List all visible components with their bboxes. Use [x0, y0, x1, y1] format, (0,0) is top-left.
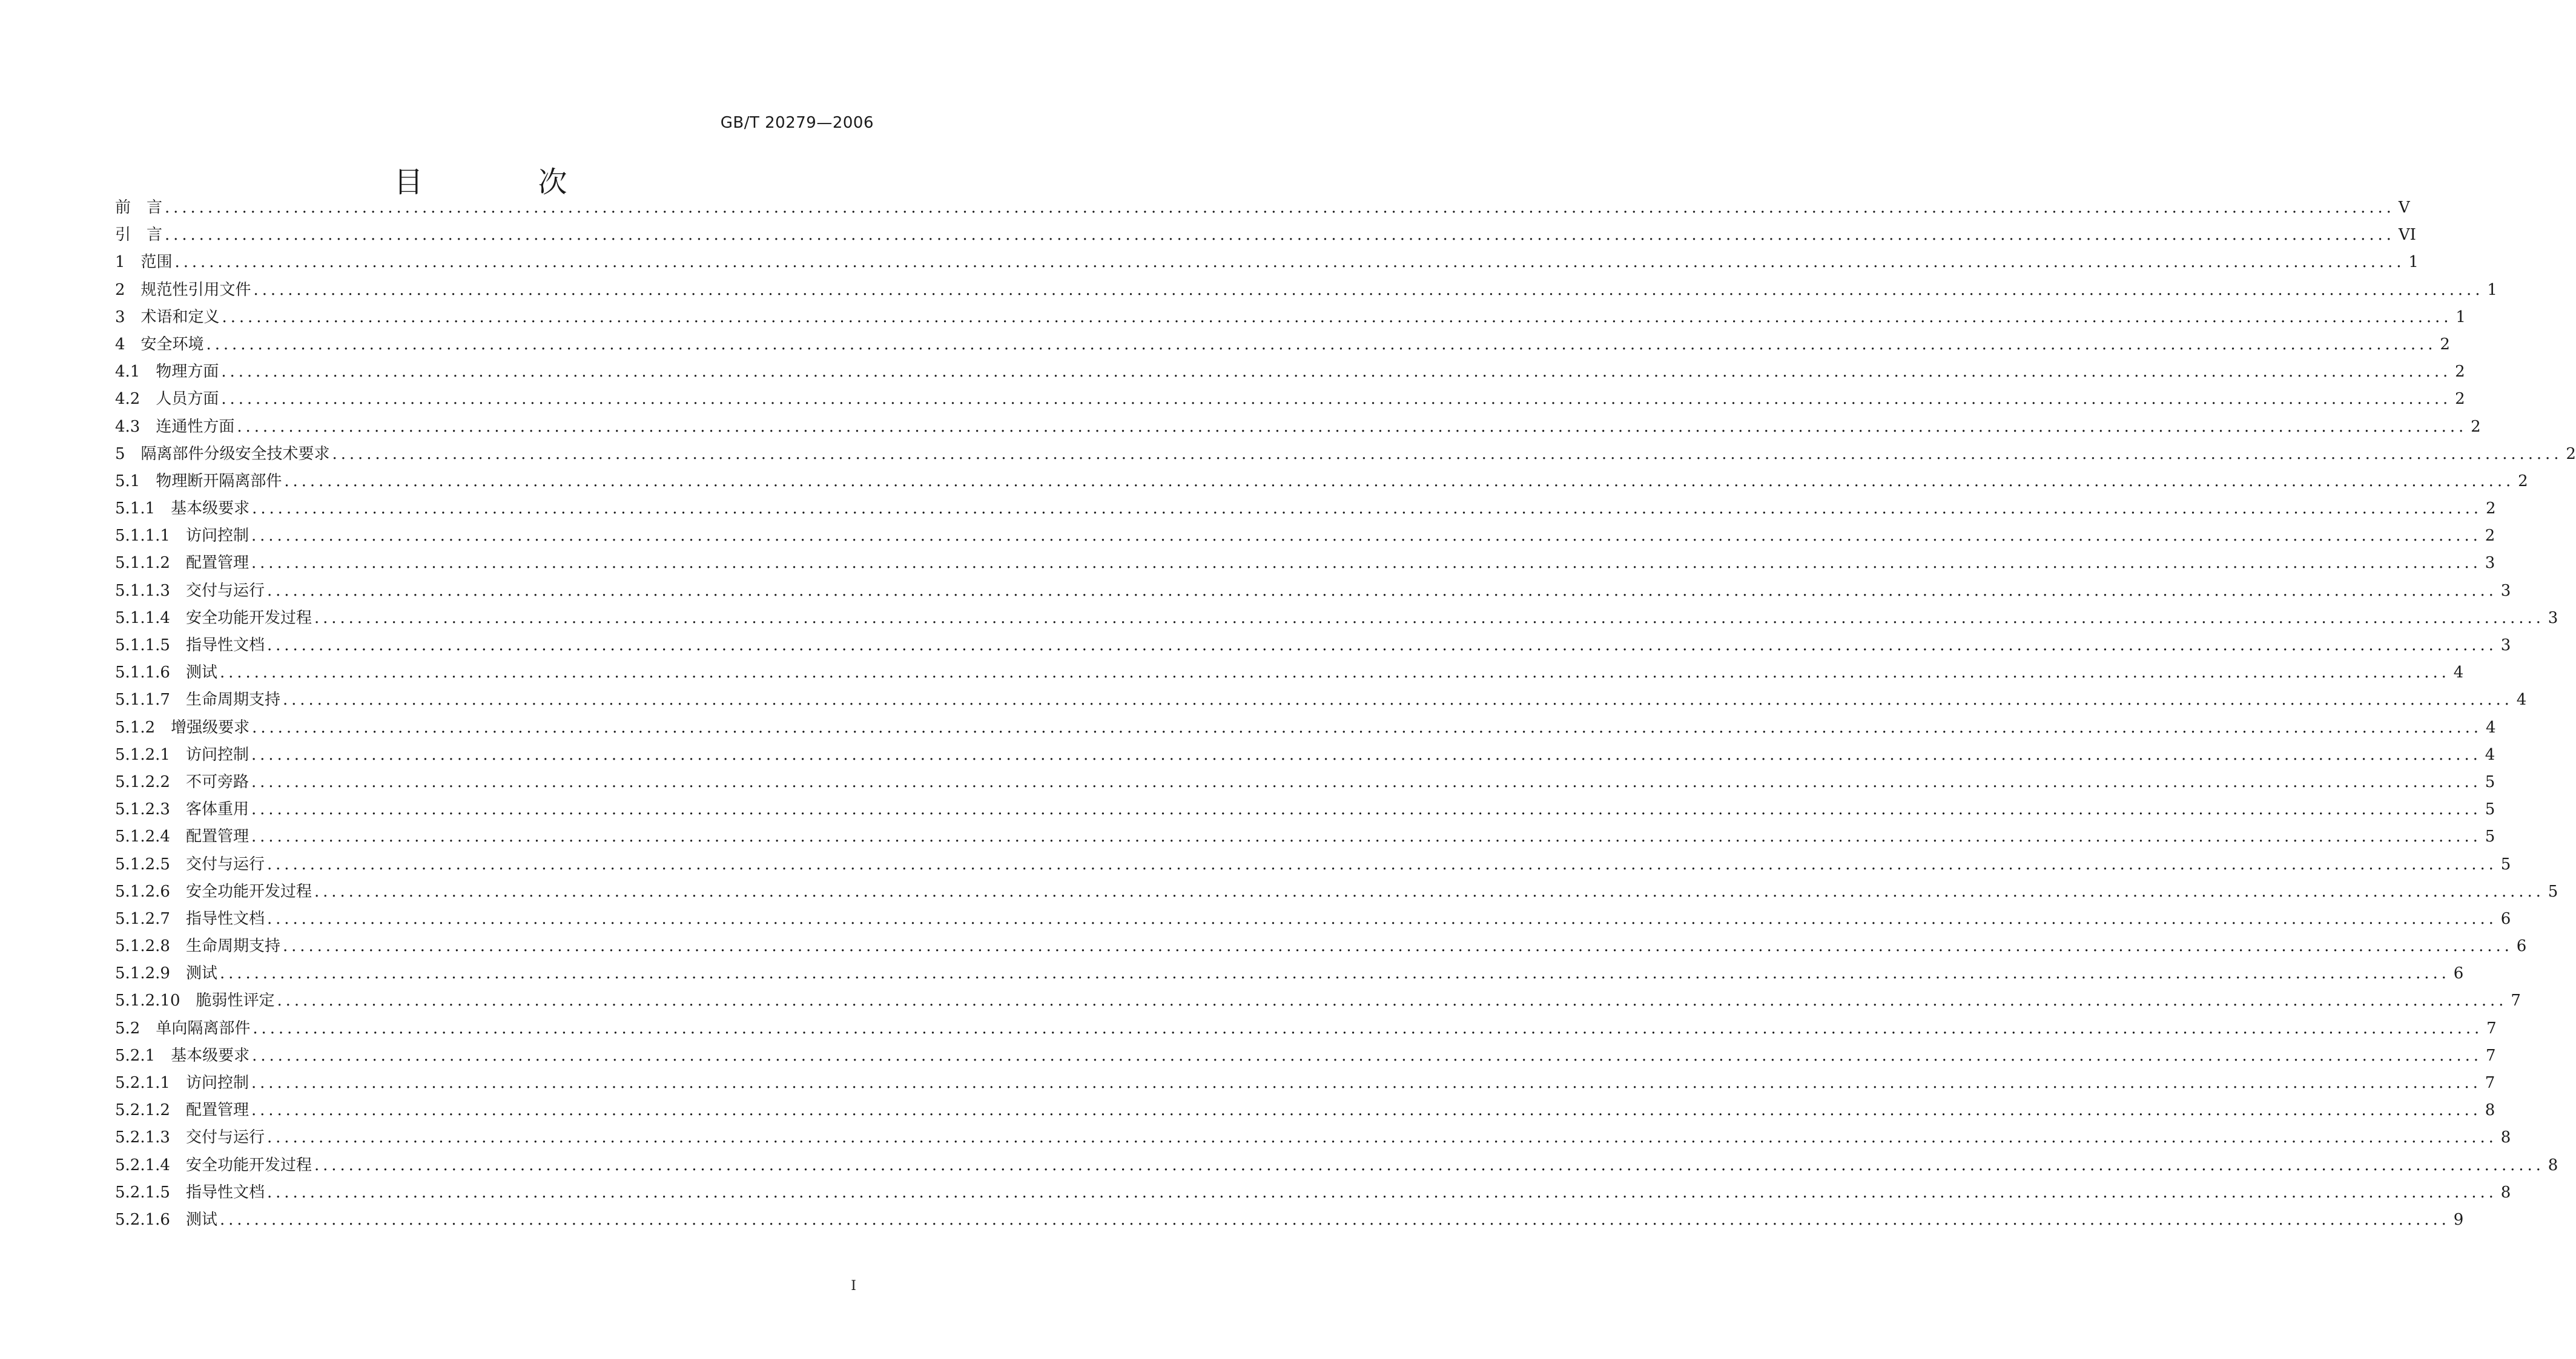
toc-dot-leader: .................................................................................................................................................................................................................................................................... — [251, 1074, 2482, 1092]
toc-entry-page: 7 — [2511, 992, 2521, 1010]
toc-dot-leader: .................................................................................................................................................................................................................................................................... — [266, 909, 2497, 928]
toc-entry-page: 3 — [2485, 554, 2495, 573]
toc-dot-leader: .................................................................................................................................................................................................................................................................... — [253, 1019, 2483, 1038]
toc-entry[interactable] — [115, 1207, 2464, 1234]
standard-code: GB/T 20279—2006 — [720, 114, 874, 132]
toc-entry[interactable] — [115, 523, 2495, 550]
toc-dot-leader: .................................................................................................................................................................................................................................................................... — [251, 745, 2482, 764]
toc-dot-leader: .................................................................................................................................................................................................................................................................... — [266, 1128, 2497, 1147]
toc-entry[interactable] — [115, 715, 2496, 742]
toc-entry-page: 4 — [2485, 745, 2495, 764]
toc-entry[interactable] — [115, 605, 2558, 633]
toc-dot-leader: .................................................................................................................................................................................................................................................................... — [252, 499, 2482, 518]
toc-entry[interactable] — [115, 304, 2466, 332]
toc-entry-label: 5.2.1.6 测试 — [115, 1210, 217, 1229]
toc-entry-page: 2 — [2440, 335, 2450, 354]
toc-entry[interactable] — [115, 879, 2558, 906]
toc-entry[interactable] — [115, 1097, 2495, 1125]
toc-entry-page: 3 — [2500, 636, 2511, 654]
toc-dot-leader: .................................................................................................................................................................................................................................................................... — [174, 253, 2405, 272]
toc-entry-label: 5.1.1.2 配置管理 — [115, 554, 249, 573]
toc-dot-leader: .................................................................................................................................................................................................................................................................... — [251, 772, 2482, 791]
toc-entry[interactable] — [115, 469, 2528, 496]
toc-dot-leader: .................................................................................................................................................................................................................................................................... — [251, 1101, 2482, 1120]
toc-entry-page: 3 — [2500, 581, 2511, 600]
toc-entry-label: 前 言 — [115, 199, 163, 217]
toc-entry-page: 2 — [2485, 527, 2495, 545]
toc-entry-page: 2 — [2455, 390, 2465, 409]
toc-entry[interactable] — [115, 961, 2464, 988]
toc-entry[interactable] — [115, 441, 2576, 469]
page-number: I — [851, 1278, 856, 1294]
toc-dot-leader: .................................................................................................................................................................................................................................................................... — [219, 663, 2450, 682]
toc-entry[interactable] — [115, 742, 2495, 769]
toc-entry-page: VI — [2398, 226, 2416, 245]
toc-dot-leader: .................................................................................................................................................................................................................................................................... — [165, 199, 2395, 217]
table-of-contents — [115, 195, 2576, 1234]
toc-entry-page: 9 — [2453, 1210, 2464, 1229]
toc-dot-leader: .................................................................................................................................................................................................................................................................... — [165, 226, 2395, 245]
toc-dot-leader: .................................................................................................................................................................................................................................................................... — [222, 308, 2452, 326]
toc-dot-leader: .................................................................................................................................................................................................................................................................... — [253, 280, 2484, 299]
toc-dot-leader: .................................................................................................................................................................................................................................................................... — [251, 554, 2482, 573]
toc-dot-leader: .................................................................................................................................................................................................................................................................... — [284, 472, 2515, 490]
toc-entry[interactable] — [115, 249, 2419, 277]
toc-dot-leader: .................................................................................................................................................................................................................................................................... — [266, 1183, 2497, 1202]
toc-entry-label: 5.2 单向隔离部件 — [115, 1019, 251, 1038]
toc-entry-label: 5.1.2.3 客体重用 — [115, 800, 249, 819]
toc-dot-leader: .................................................................................................................................................................................................................................................................... — [252, 1046, 2482, 1065]
toc-entry[interactable] — [115, 1016, 2497, 1043]
toc-dot-leader: .................................................................................................................................................................................................................................................................... — [219, 964, 2450, 983]
toc-entry-label: 5.1.1.3 交付与运行 — [115, 581, 265, 600]
toc-entry-label: 5.1.2.2 不可旁路 — [115, 772, 249, 791]
toc-entry[interactable] — [115, 195, 2410, 222]
toc-entry-page: 8 — [2500, 1128, 2511, 1147]
toc-entry-label: 5.2.1 基本级要求 — [115, 1046, 250, 1065]
toc-entry[interactable] — [115, 550, 2495, 577]
toc-entry[interactable] — [115, 578, 2511, 605]
toc-entry-page: 6 — [2516, 937, 2527, 956]
toc-entry-page: 2 — [2471, 417, 2481, 436]
toc-entry[interactable] — [115, 414, 2481, 441]
toc-entry[interactable] — [115, 277, 2497, 304]
toc-dot-leader: .................................................................................................................................................................................................................................................................... — [266, 581, 2497, 600]
toc-entry-label: 4 安全环境 — [115, 335, 204, 354]
toc-entry-page: 4 — [2485, 718, 2496, 737]
toc-entry-label: 4.3 连通性方面 — [115, 417, 235, 436]
toc-dot-leader: .................................................................................................................................................................................................................................................................... — [266, 636, 2497, 654]
toc-entry-label: 5.2.1.5 指导性文档 — [115, 1183, 265, 1202]
toc-entry[interactable] — [115, 633, 2511, 660]
toc-entry-page: 7 — [2485, 1074, 2495, 1092]
toc-entry-page: 2 — [2518, 472, 2528, 490]
toc-dot-leader: .................................................................................................................................................................................................................................................................... — [251, 828, 2482, 846]
toc-entry-page: V — [2398, 199, 2410, 217]
toc-entry-label: 1 范围 — [115, 253, 173, 272]
toc-entry-page: 6 — [2500, 909, 2511, 928]
toc-entry[interactable] — [115, 222, 2416, 249]
toc-dot-leader: .................................................................................................................................................................................................................................................................... — [237, 417, 2468, 436]
toc-entry[interactable] — [115, 660, 2464, 687]
toc-dot-leader: .................................................................................................................................................................................................................................................................... — [282, 937, 2513, 956]
toc-entry-label: 5.1.2.4 配置管理 — [115, 828, 249, 846]
toc-entry-page: 4 — [2516, 691, 2527, 709]
toc-entry[interactable] — [115, 386, 2465, 413]
toc-entry-page: 8 — [2500, 1183, 2511, 1202]
toc-entry-page: 2 — [2455, 363, 2465, 381]
toc-entry-page: 1 — [2455, 308, 2466, 326]
toc-entry-label: 4.1 物理方面 — [115, 363, 219, 381]
toc-entry-page: 8 — [2485, 1101, 2495, 1120]
toc-dot-leader: .................................................................................................................................................................................................................................................................... — [252, 718, 2482, 737]
toc-entry-label: 5.1.2.6 安全功能开发过程 — [115, 882, 312, 901]
toc-entry[interactable] — [115, 852, 2511, 879]
toc-entry-page: 8 — [2548, 1156, 2558, 1174]
toc-dot-leader: .................................................................................................................................................................................................................................................................... — [332, 444, 2563, 463]
toc-entry-label: 2 规范性引用文件 — [115, 280, 251, 299]
toc-entry-label: 5.1.2 增强级要求 — [115, 718, 250, 737]
toc-dot-leader: .................................................................................................................................................................................................................................................................... — [266, 855, 2497, 874]
toc-entry-label: 5 隔离部件分级安全技术要求 — [115, 444, 330, 463]
toc-entry[interactable] — [115, 1153, 2558, 1180]
toc-dot-leader: .................................................................................................................................................................................................................................................................... — [221, 390, 2452, 409]
toc-entry-label: 5.2.1.4 安全功能开发过程 — [115, 1156, 312, 1174]
toc-entry[interactable] — [115, 496, 2496, 523]
toc-entry-label: 引 言 — [115, 226, 163, 245]
toc-dot-leader: .................................................................................................................................................................................................................................................................... — [314, 608, 2545, 627]
toc-entry-label: 5.1.2.7 指导性文档 — [115, 909, 265, 928]
toc-dot-leader: .................................................................................................................................................................................................................................................................... — [314, 882, 2545, 901]
toc-entry[interactable] — [115, 797, 2495, 824]
toc-entry-label: 5.1.1.6 测试 — [115, 663, 217, 682]
toc-entry-label: 5.2.1.2 配置管理 — [115, 1101, 249, 1120]
toc-dot-leader: .................................................................................................................................................................................................................................................................... — [282, 691, 2513, 709]
toc-entry[interactable] — [115, 906, 2511, 933]
toc-entry-label: 5.1.1.5 指导性文档 — [115, 636, 265, 654]
toc-entry-page: 1 — [2487, 280, 2497, 299]
toc-entry[interactable] — [115, 933, 2527, 961]
toc-entry-page: 7 — [2486, 1019, 2497, 1038]
toc-entry-page: 3 — [2548, 608, 2558, 627]
toc-entry-label: 5.1.2.10 脆弱性评定 — [115, 992, 275, 1010]
toc-entry-page: 7 — [2485, 1046, 2496, 1065]
toc-entry-label: 5.1.1.1 访问控制 — [115, 527, 249, 545]
toc-entry[interactable] — [115, 1043, 2496, 1070]
toc-entry-label: 5.1.1.7 生命周期支持 — [115, 691, 280, 709]
toc-dot-leader: .................................................................................................................................................................................................................................................................... — [251, 527, 2482, 545]
toc-title: 目次 — [394, 165, 682, 199]
toc-entry-label: 5.1.2.1 访问控制 — [115, 745, 249, 764]
toc-entry-label: 5.1.2.9 测试 — [115, 964, 217, 983]
toc-entry-label: 5.2.1.3 交付与运行 — [115, 1128, 265, 1147]
toc-entry[interactable] — [115, 332, 2450, 359]
toc-entry-label: 4.2 人员方面 — [115, 390, 219, 409]
toc-entry-label: 5.1.1 基本级要求 — [115, 499, 250, 518]
toc-entry-label: 5.1 物理断开隔离部件 — [115, 472, 282, 490]
toc-entry[interactable] — [115, 1180, 2511, 1207]
toc-entry[interactable] — [115, 824, 2495, 851]
toc-entry-page: 5 — [2548, 882, 2558, 901]
toc-entry-page: 2 — [2566, 444, 2576, 463]
toc-entry[interactable] — [115, 769, 2495, 797]
toc-dot-leader: .................................................................................................................................................................................................................................................................... — [206, 335, 2437, 354]
toc-dot-leader: .................................................................................................................................................................................................................................................................... — [314, 1156, 2545, 1174]
toc-dot-leader: .................................................................................................................................................................................................................................................................... — [277, 992, 2508, 1010]
toc-entry-label: 5.1.2.8 生命周期支持 — [115, 937, 280, 956]
toc-entry-label: 5.2.1.1 访问控制 — [115, 1074, 249, 1092]
toc-entry-page: 5 — [2485, 828, 2495, 846]
toc-entry-page: 6 — [2453, 964, 2464, 983]
toc-entry[interactable] — [115, 359, 2465, 386]
toc-entry[interactable] — [115, 988, 2521, 1015]
toc-entry-label: 5.1.2.5 交付与运行 — [115, 855, 265, 874]
toc-entry-label: 5.1.1.4 安全功能开发过程 — [115, 608, 312, 627]
toc-dot-leader: .................................................................................................................................................................................................................................................................... — [219, 1210, 2450, 1229]
toc-dot-leader: .................................................................................................................................................................................................................................................................... — [221, 363, 2452, 381]
toc-entry-page: 4 — [2453, 663, 2464, 682]
toc-entry[interactable] — [115, 687, 2527, 714]
toc-entry-page: 5 — [2500, 855, 2511, 874]
toc-entry-page: 1 — [2408, 253, 2419, 272]
toc-entry[interactable] — [115, 1125, 2511, 1152]
toc-entry[interactable] — [115, 1070, 2495, 1097]
toc-entry-page: 5 — [2485, 800, 2495, 819]
toc-entry-page: 2 — [2485, 499, 2496, 518]
toc-entry-page: 5 — [2485, 772, 2495, 791]
toc-entry-label: 3 术语和定义 — [115, 308, 220, 326]
toc-dot-leader: .................................................................................................................................................................................................................................................................... — [251, 800, 2482, 819]
